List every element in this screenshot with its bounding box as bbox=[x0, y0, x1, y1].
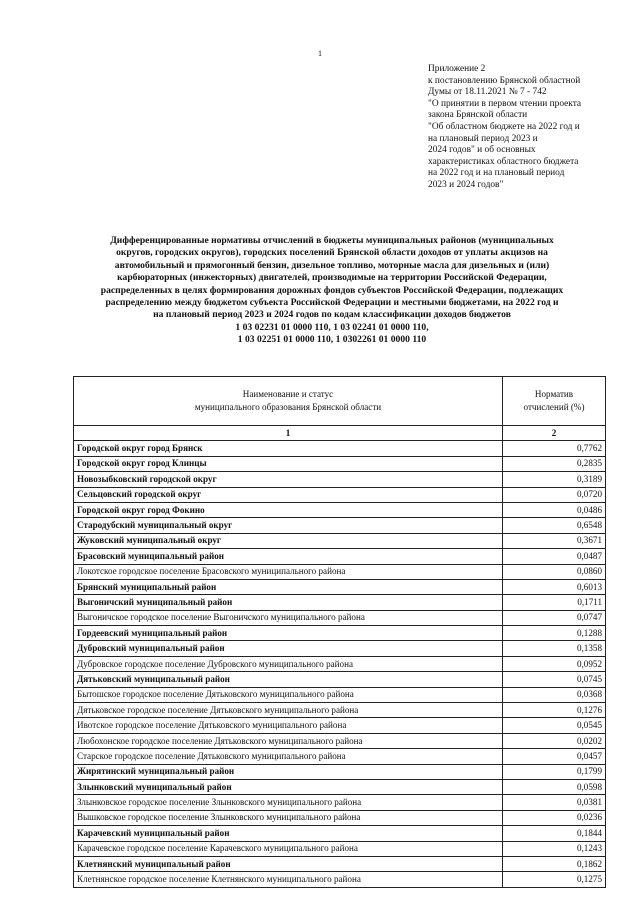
norm-value: 0,2835 bbox=[503, 456, 606, 471]
municipality-name: Городской округ город Брянск bbox=[74, 441, 503, 456]
table-row bbox=[74, 703, 606, 718]
municipality-name: Жуковский муниципальный округ bbox=[74, 533, 503, 548]
table-row bbox=[74, 841, 606, 856]
norm-value: 0,1243 bbox=[503, 841, 606, 856]
norm-value: 0,0860 bbox=[503, 564, 606, 579]
norm-value: 0,1862 bbox=[503, 856, 606, 871]
municipality-name: Городской округ город Фокино bbox=[74, 502, 503, 517]
appendix-line: на плановый период 2023 и bbox=[428, 133, 538, 144]
municipality-name: Злынковское городское поселение Злынковского муниципального района bbox=[74, 795, 503, 810]
municipality-name: Карачевское городское поселение Карачевского муниципального района bbox=[74, 841, 503, 856]
norm-value: 0,0745 bbox=[503, 672, 606, 687]
municipality-name: Ивотское городское поселение Дятьковского муниципального района bbox=[74, 718, 503, 733]
table-row bbox=[74, 626, 606, 641]
municipality-name: Гордеевский муниципальный район bbox=[74, 626, 503, 641]
municipality-name: Карачевский муниципальный район bbox=[74, 826, 503, 841]
municipality-name: Дубровское городское поселение Дубровского муниципального района bbox=[74, 656, 503, 671]
table-row bbox=[74, 779, 606, 794]
municipality-name: Сельцовский городской округ bbox=[74, 487, 503, 502]
header-name-column bbox=[74, 377, 503, 426]
norm-value: 0,0720 bbox=[503, 487, 606, 502]
table-row bbox=[74, 595, 606, 610]
title-line: на плановый период 2023 и 2024 годов по кодам классификации доходов бюджетов bbox=[153, 309, 511, 321]
title-line: 1 03 02251 01 0000 110, 1 0302261 01 0000 110 bbox=[237, 334, 427, 346]
municipality-name: Новозыбковский городской округ bbox=[74, 472, 503, 487]
table-row bbox=[74, 518, 606, 533]
title-line: Дифференцированные нормативы отчислений в бюджеты муниципальных районов (муниципальных bbox=[110, 235, 554, 246]
municipality-name: Любохонское городское поселение Дятьковского муниципального района bbox=[74, 733, 503, 748]
appendix-line: характеристиках областного бюджета bbox=[428, 156, 579, 167]
municipality-name: Городской округ город Клинцы bbox=[74, 456, 503, 471]
table-row bbox=[74, 656, 606, 671]
municipality-name: Стародубский муниципальный округ bbox=[74, 518, 503, 533]
municipality-name: Локотское городское поселение Брасовского муниципального района bbox=[74, 564, 503, 579]
table-row bbox=[74, 826, 606, 841]
table-row bbox=[74, 856, 606, 871]
header-name-line1: Наименование и статус bbox=[242, 389, 334, 399]
norm-value: 0,0457 bbox=[503, 749, 606, 764]
norm-value: 0,7762 bbox=[503, 441, 606, 456]
norm-value: 0,1275 bbox=[503, 872, 606, 887]
title-line: распределению между бюджетом субъекта Российской Федерации и местными бюджетами, на 2022 год и bbox=[105, 297, 559, 309]
municipality-name: Дубровский муниципальный район bbox=[74, 641, 503, 656]
municipality-name: Брасовский муниципальный район bbox=[74, 549, 503, 564]
appendix-line: Приложение 2 bbox=[428, 64, 486, 74]
table-row bbox=[74, 718, 606, 733]
norm-value: 0,1358 bbox=[503, 641, 606, 656]
table-row bbox=[74, 564, 606, 579]
municipality-name: Выгоничское городское поселение Выгоничского муниципального района bbox=[74, 610, 503, 625]
municipality-name: Дятьковское городское поселение Дятьковского муниципального района bbox=[74, 703, 503, 718]
norms-table bbox=[73, 376, 606, 888]
municipality-name: Жирятинский муниципальный район bbox=[74, 764, 503, 779]
municipality-name: Злынковский муниципальный район bbox=[74, 779, 503, 794]
title-line: округов, городских округов), городских поселений Брянской области доходов от уплаты акцизов на bbox=[116, 247, 548, 259]
appendix-line: к постановлению Брянской областной bbox=[428, 75, 581, 86]
table-row bbox=[74, 641, 606, 656]
table-row bbox=[74, 764, 606, 779]
table-row bbox=[74, 472, 606, 487]
norm-value: 0,1288 bbox=[503, 626, 606, 641]
table-row bbox=[74, 872, 606, 887]
norm-value: 0,0368 bbox=[503, 687, 606, 702]
norm-value: 0,3671 bbox=[503, 533, 606, 548]
norm-value: 0,0236 bbox=[503, 810, 606, 825]
header-name-line2: муниципального образования Брянской области bbox=[194, 402, 382, 412]
appendix-line: 2023 и 2024 годов" bbox=[428, 179, 504, 190]
norm-value: 0,0545 bbox=[503, 718, 606, 733]
page-number: 1 bbox=[318, 49, 322, 58]
header-value-line2: отчислений (%) bbox=[523, 402, 585, 412]
norm-value: 0,0486 bbox=[503, 502, 606, 517]
table-row bbox=[74, 441, 606, 456]
norm-value: 0,0952 bbox=[503, 656, 606, 671]
norm-value: 0,6548 bbox=[503, 518, 606, 533]
norm-value: 0,0487 bbox=[503, 549, 606, 564]
table-row bbox=[74, 733, 606, 748]
norm-value: 0,1711 bbox=[503, 595, 606, 610]
table-row bbox=[74, 749, 606, 764]
header-value-line1: Норматив bbox=[534, 389, 574, 399]
norm-value: 0,1276 bbox=[503, 703, 606, 718]
title-line: 1 03 02231 01 0000 110, 1 03 02241 01 0000 110, bbox=[235, 321, 429, 333]
municipality-name: Бытошское городское поселение Дятьковского муниципального района bbox=[74, 687, 503, 702]
municipality-name: Клетнянский муниципальный район bbox=[74, 856, 503, 871]
municipality-name: Дятьковский муниципальный район bbox=[74, 672, 503, 687]
column-number-2: 2 bbox=[503, 426, 606, 441]
title-line: распределенных в целях формирования дорожных фондов субъектов Российской Федерации, подлежащих bbox=[100, 284, 564, 296]
table-row bbox=[74, 533, 606, 548]
table-row bbox=[74, 549, 606, 564]
table-row bbox=[74, 610, 606, 625]
norm-value: 0,1844 bbox=[503, 826, 606, 841]
table-row bbox=[74, 579, 606, 594]
title-line: автомобильный и прямогонный бензин, дизельное топливо, моторные масла для дизельных и (или) bbox=[114, 259, 550, 271]
municipality-name: Выгоничский муниципальный район bbox=[74, 595, 503, 610]
appendix-line: "О принятии в первом чтении проекта bbox=[428, 98, 582, 109]
municipality-name: Вышковское городское поселение Злынковского муниципального района bbox=[74, 810, 503, 825]
column-number-1: 1 bbox=[74, 426, 503, 441]
table-row bbox=[74, 672, 606, 687]
header-value-column bbox=[503, 377, 606, 426]
table-row bbox=[74, 502, 606, 517]
table-row bbox=[74, 456, 606, 471]
table-row bbox=[74, 795, 606, 810]
table-body bbox=[74, 441, 606, 887]
norm-value: 0,0202 bbox=[503, 733, 606, 748]
title-line: карбюраторных (инжекторных) двигателей, производимые на территории Российской Федерации, bbox=[117, 272, 547, 284]
document-title bbox=[62, 235, 602, 347]
norm-value: 0,0598 bbox=[503, 779, 606, 794]
norm-value: 0,6013 bbox=[503, 579, 606, 594]
norm-value: 0,0381 bbox=[503, 795, 606, 810]
norm-value: 0,1799 bbox=[503, 764, 606, 779]
municipality-name: Брянский муниципальный район bbox=[74, 579, 503, 594]
appendix-line: закона Брянской области bbox=[428, 110, 528, 121]
appendix-line: 2024 годов" и об основных bbox=[428, 145, 536, 156]
municipality-name: Старское городское поселение Дятьковского муниципального района bbox=[74, 749, 503, 764]
appendix-line: Думы от 18.11.2021 № 7 - 742 bbox=[428, 87, 547, 98]
appendix-block bbox=[428, 64, 628, 192]
appendix-line: "Об областном бюджете на 2022 год и bbox=[428, 121, 580, 132]
norm-value: 0,0747 bbox=[503, 610, 606, 625]
table-row bbox=[74, 487, 606, 502]
table-row bbox=[74, 810, 606, 825]
municipality-name: Клетнянское городское поселение Клетнянского муниципального района bbox=[74, 872, 503, 887]
norm-value: 0,3189 bbox=[503, 472, 606, 487]
table-row bbox=[74, 687, 606, 702]
appendix-line: на 2022 год и на плановый период bbox=[428, 168, 565, 179]
